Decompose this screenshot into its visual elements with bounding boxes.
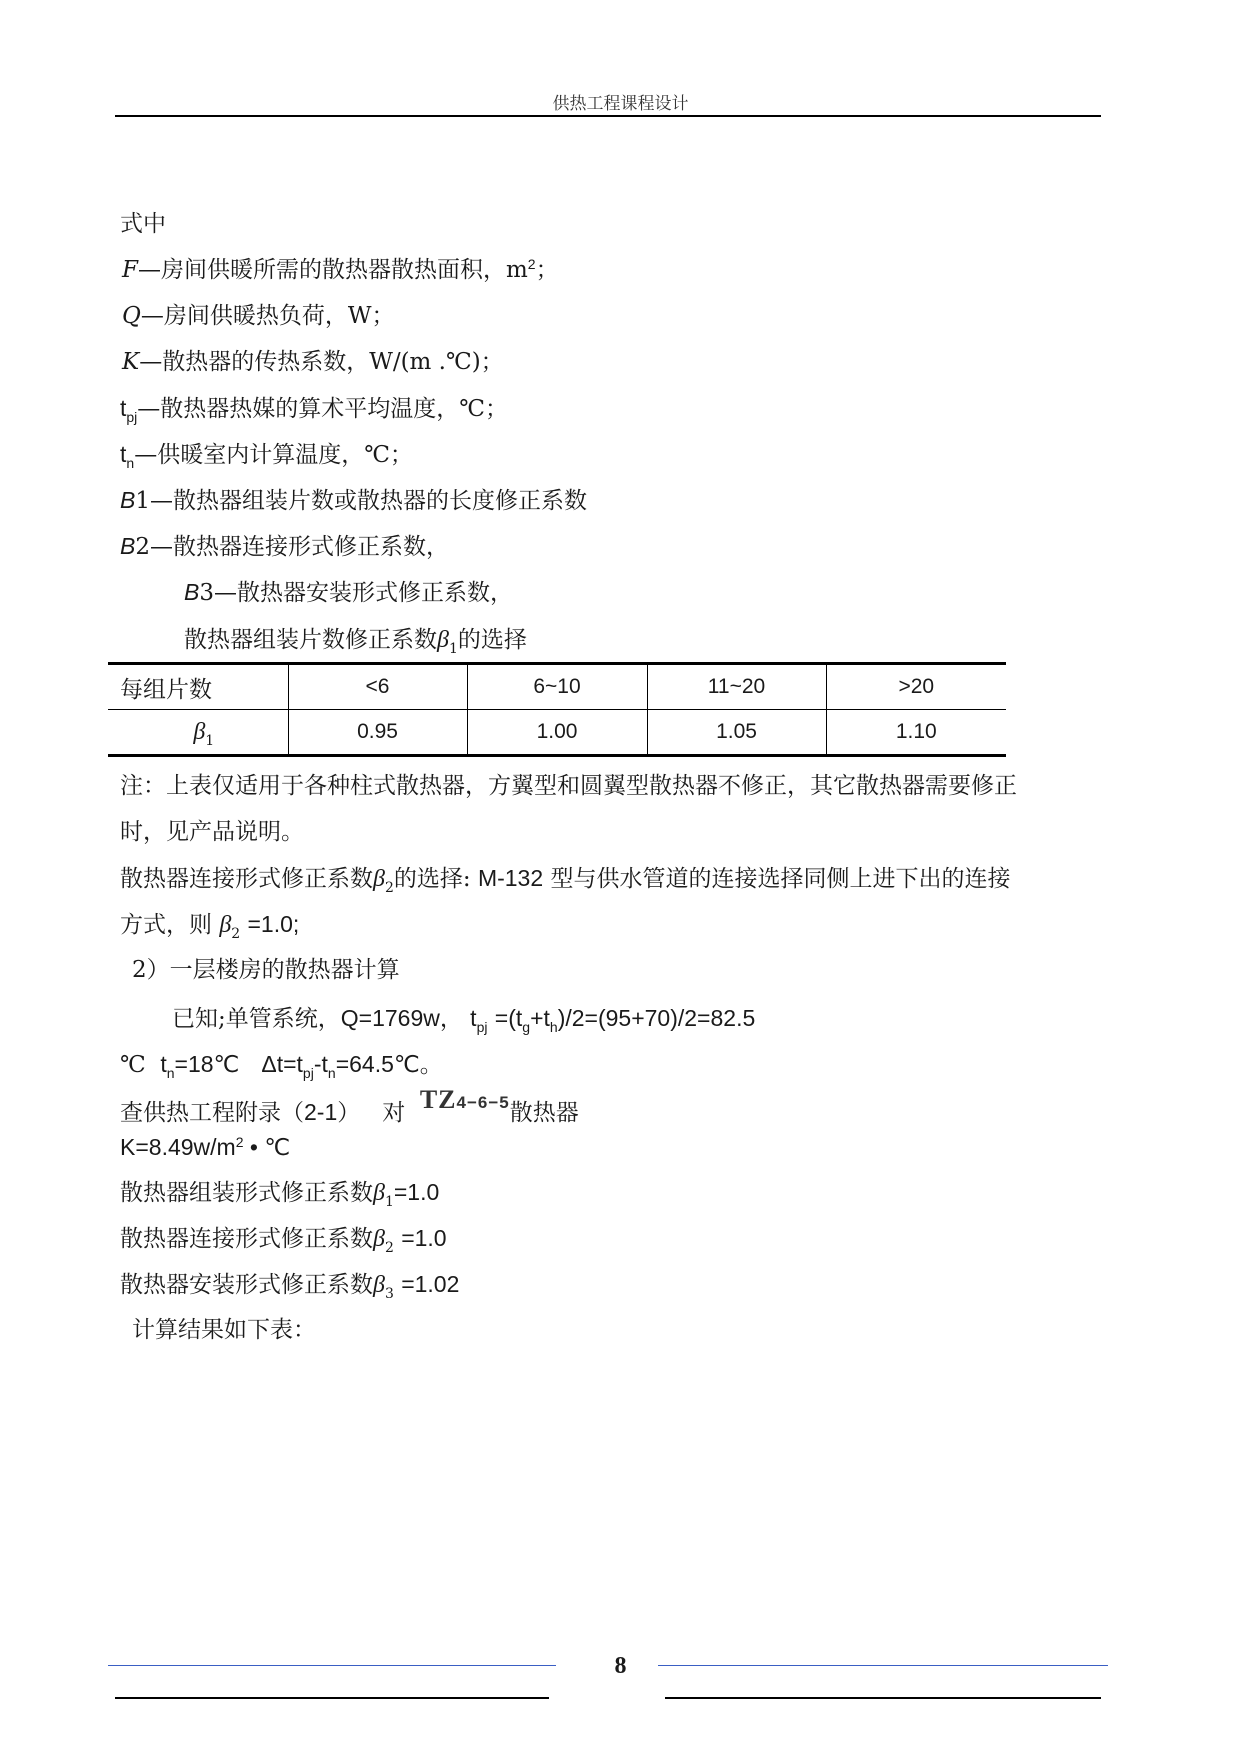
table-cell: 1.10: [826, 710, 1006, 756]
table-row: [108, 710, 1006, 756]
appendix-ref: （2-1）: [281, 1099, 361, 1125]
def-Q-text: —房间供暖热负荷，W；: [140, 303, 395, 329]
def-K: [122, 347, 504, 377]
def-B1-text: 1—散热器组装片数或散热器的长度修正系数: [135, 488, 587, 514]
formula-part: =18℃: [174, 1051, 240, 1077]
beta2-line: [120, 1223, 447, 1257]
formula-part: )/2=(95+70)/2=82.5: [557, 1005, 756, 1031]
lookup-text: 查供热工程附录: [120, 1100, 281, 1126]
beta-line-text: 散热器组装形式修正系数: [120, 1180, 373, 1206]
radiator-model-formula: [420, 1085, 510, 1118]
table-header-cell: >20: [826, 664, 1006, 710]
beta2-text: 方式，则: [120, 912, 212, 938]
symbol-pj-sub: pj: [126, 409, 138, 425]
known-line-2: [120, 1049, 443, 1082]
k-value: K=8.49w/m: [120, 1134, 236, 1160]
beta-sub: 2: [231, 926, 241, 942]
beta-symbol: β: [437, 627, 449, 653]
lookup-text: 对: [382, 1100, 406, 1126]
def-Q: [122, 301, 395, 331]
lookup-text: 散热器: [509, 1100, 579, 1126]
beta-symbol: β: [219, 912, 232, 938]
symbol-B2: B: [120, 533, 136, 559]
model-code: M-132: [477, 865, 544, 891]
table-cell: 1.05: [647, 710, 826, 756]
symbol-t: t: [160, 1051, 167, 1077]
table-cell: 0.95: [288, 710, 467, 756]
header-rule: [115, 115, 1101, 117]
beta-line-text: 散热器连接形式修正系数: [120, 1226, 373, 1252]
beta-sub: 1: [384, 1194, 394, 1210]
symbol-t: t: [120, 441, 127, 467]
formula-part: +t: [530, 1005, 550, 1031]
beta3-line: [120, 1269, 459, 1303]
symbol-n-sub: n: [327, 1065, 336, 1081]
def-F-end: ；: [535, 257, 559, 283]
def-F: [122, 255, 559, 287]
beta2-text: 的选择:: [393, 866, 471, 892]
table-caption-text: 散热器组装片数修正系数: [184, 627, 437, 653]
def-tn: [120, 439, 413, 472]
formula-part: =64.5℃。: [335, 1051, 443, 1077]
def-tpj: [120, 393, 508, 426]
beta-sub: 2: [384, 1240, 394, 1256]
formula-main: TZ: [419, 1085, 457, 1114]
table-header-cell: 6~10: [467, 664, 647, 710]
symbol-t: t: [120, 395, 127, 421]
beta-symbol: β: [373, 866, 385, 892]
symbol-B3: B: [184, 579, 200, 605]
table-cell: 1.00: [467, 710, 647, 756]
beta-sub: 3: [384, 1286, 394, 1302]
footer-rule-right: [665, 1697, 1101, 1699]
beta-line-text: 散热器安装形式修正系数: [120, 1272, 373, 1298]
beta2-value: =1.0;: [247, 911, 300, 937]
lookup-line: [120, 1085, 579, 1130]
beta-sub: 2: [384, 880, 394, 896]
formula-part: -t: [313, 1051, 328, 1077]
def-B2: [120, 531, 449, 562]
beta2-text: 散热器连接形式修正系数: [120, 866, 373, 892]
table-header-cell: <6: [288, 664, 467, 710]
k-line: [120, 1132, 290, 1165]
def-F-sup: 2: [527, 256, 536, 272]
intro-text: 式中: [120, 211, 166, 237]
beta-symbol: β: [193, 718, 206, 745]
symbol-g-sub: g: [522, 1019, 531, 1035]
known-line: [172, 1003, 755, 1036]
symbol-pj-sub: pj: [476, 1019, 488, 1035]
formula-sub: 4−6−5: [456, 1093, 510, 1112]
header-title: 供热工程课程设计: [552, 94, 689, 114]
symbol-h-sub: h: [549, 1019, 558, 1035]
unit-text: ℃: [120, 1052, 146, 1078]
formula-part: =(t: [494, 1005, 523, 1031]
k-unit: • ℃: [249, 1134, 291, 1160]
page-number: 8: [614, 1653, 627, 1679]
beta-value: =1.0: [393, 1179, 440, 1205]
beta2-para-line-2: [120, 909, 299, 943]
def-tpj-text: —散热器热媒的算术平均温度，℃；: [137, 396, 509, 422]
beta-symbol: β: [373, 1272, 385, 1298]
def-B3: [184, 577, 513, 608]
beta-symbol: β: [373, 1180, 385, 1206]
beta2-text: 型与供水管道的连接选择同侧上进下出的连接: [550, 866, 1011, 892]
symbol-F: F: [122, 257, 138, 283]
def-B1: [120, 485, 587, 516]
beta2-para-line-1: [120, 863, 1010, 897]
symbol-n-sub: n: [126, 455, 135, 471]
beta-symbol: β: [373, 1226, 385, 1252]
known-q: Q=1769w，: [340, 1005, 463, 1031]
symbol-B1: B: [120, 487, 136, 513]
def-K-text: —散热器的传热系数，W/(m .℃)；: [139, 349, 504, 375]
beta-sub: 1: [205, 732, 215, 749]
beta-value: =1.0: [401, 1225, 447, 1251]
table-caption: [184, 625, 527, 658]
k-sup: 2: [235, 1134, 244, 1150]
def-B3-text: 3—散热器安装形式修正系数，: [199, 580, 513, 606]
symbol-n-sub: n: [166, 1065, 175, 1081]
def-F-text: —房间供暖所需的散热器散热面积，m: [137, 257, 528, 283]
table-cell-label: [108, 710, 288, 756]
beta-sub: 1: [448, 641, 458, 657]
beta1-line: [120, 1177, 439, 1211]
beta-value: =1.02: [401, 1271, 460, 1297]
result-text: 计算结果如下表：: [132, 1317, 316, 1343]
table-row: [108, 664, 1006, 710]
footer-rule-left: [115, 1697, 549, 1699]
known-text: 已知;单管系统，: [172, 1006, 341, 1032]
note-line-1: 注：上表仅适用于各种柱式散热器，方翼型和圆翼型散热器不修正，其它散热器需要修正: [120, 773, 1017, 799]
symbol-t: t: [470, 1005, 477, 1031]
table-cell-label: 每组片数: [108, 664, 288, 710]
note-line-2: 时，见产品说明。: [120, 819, 304, 845]
def-tn-text: —供暖室内计算温度，℃；: [134, 442, 413, 468]
symbol-Q: Q: [122, 303, 141, 329]
table-header-cell: 11~20: [647, 664, 826, 710]
symbol-pj-sub: pj: [302, 1065, 314, 1081]
symbol-K: K: [122, 349, 140, 375]
table-caption-end: 的选择: [457, 627, 527, 653]
correction-table: [108, 662, 1006, 757]
section-heading: 2）一层楼房的散热器计算: [132, 957, 400, 983]
def-B2-text: 2—散热器连接形式修正系数，: [135, 534, 449, 560]
formula-part: Δt=t: [261, 1051, 303, 1077]
